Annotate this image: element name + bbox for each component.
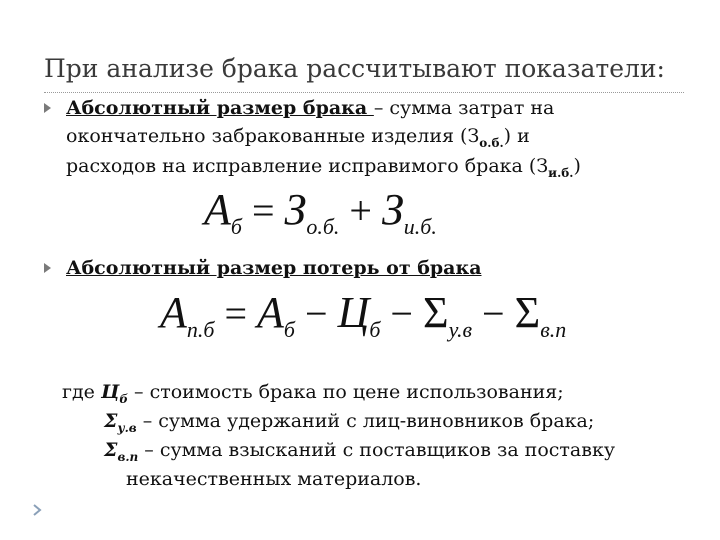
item1-term: Абсолютный размер брака [66, 97, 374, 119]
title-divider [44, 92, 684, 93]
item2-text [66, 254, 482, 282]
item1-line1-rest: – сумма затрат на [373, 97, 555, 119]
item1-line3-sub: и.б. [548, 166, 574, 180]
f1-lhs-sub: б [230, 214, 242, 239]
f2-eq: = [224, 291, 248, 336]
f2-minus3: − [482, 291, 505, 336]
bullet-arrow-icon [44, 103, 51, 113]
note-prefix: где [62, 381, 101, 403]
f1-lhs: А [204, 185, 231, 234]
f2-t4-sub: в.п [540, 317, 567, 342]
item1-line3-end: ) [573, 155, 581, 177]
note-line-2 [104, 407, 594, 438]
slide-title: При анализе брака рассчитывают показатели: [44, 54, 665, 83]
f2-t4: Σ [514, 288, 541, 337]
f1-plus: + [349, 188, 372, 233]
bullet-arrow-icon [44, 263, 51, 273]
item1-line2-sub: о.б. [479, 136, 504, 150]
f2-t3: Σ [422, 288, 449, 337]
note3-symbol: Σ [104, 439, 118, 461]
note1-text: – стоимость брака по цене использования; [127, 381, 564, 403]
note2-sub: у.в [117, 421, 137, 435]
item1-line3: расходов на исправление исправимого брака (З [66, 155, 549, 177]
note-line-4 [126, 465, 421, 494]
note3-sub: в.п [117, 450, 139, 464]
f2-t2-sub: б [369, 317, 381, 342]
f1-t2-sub: и.б. [403, 214, 437, 239]
note-line-1 [62, 378, 564, 409]
f1-t1-sub: о.б. [306, 214, 340, 239]
note2-symbol: Σ [104, 410, 118, 432]
f2-minus1: − [305, 291, 328, 336]
note4-text: некачественных материалов. [126, 468, 422, 490]
f2-t1-sub: б [283, 317, 295, 342]
note3-text: – сумма взысканий с поставщиков за поставку [138, 439, 616, 461]
f1-t1: З [284, 185, 307, 234]
note1-sub: б [119, 392, 128, 406]
f2-lhs-sub: п.б [186, 317, 215, 342]
item2-term: Абсолютный размер потерь от брака [66, 257, 482, 279]
f2-lhs: А [160, 288, 187, 337]
note2-text: – сумма удержаний с лиц-виновников брака; [136, 410, 595, 432]
f2-t1: А [257, 288, 284, 337]
formula-absolute-defect [204, 184, 437, 239]
note1-symbol: Ц [100, 381, 120, 403]
formula-defect-losses [160, 287, 567, 342]
f1-eq: = [251, 188, 275, 233]
item1-line2: окончательно забракованные изделия (З [66, 125, 480, 147]
f1-t2: З [381, 185, 404, 234]
item1-line2-end: ) и [503, 125, 530, 147]
f2-minus2: − [390, 291, 413, 336]
f2-t3-sub: у.в [448, 317, 473, 342]
item1-text [66, 94, 581, 182]
slide-nav-chevron-icon [30, 502, 44, 516]
f2-t2: Ц [337, 288, 370, 337]
note-line-3 [104, 436, 615, 467]
